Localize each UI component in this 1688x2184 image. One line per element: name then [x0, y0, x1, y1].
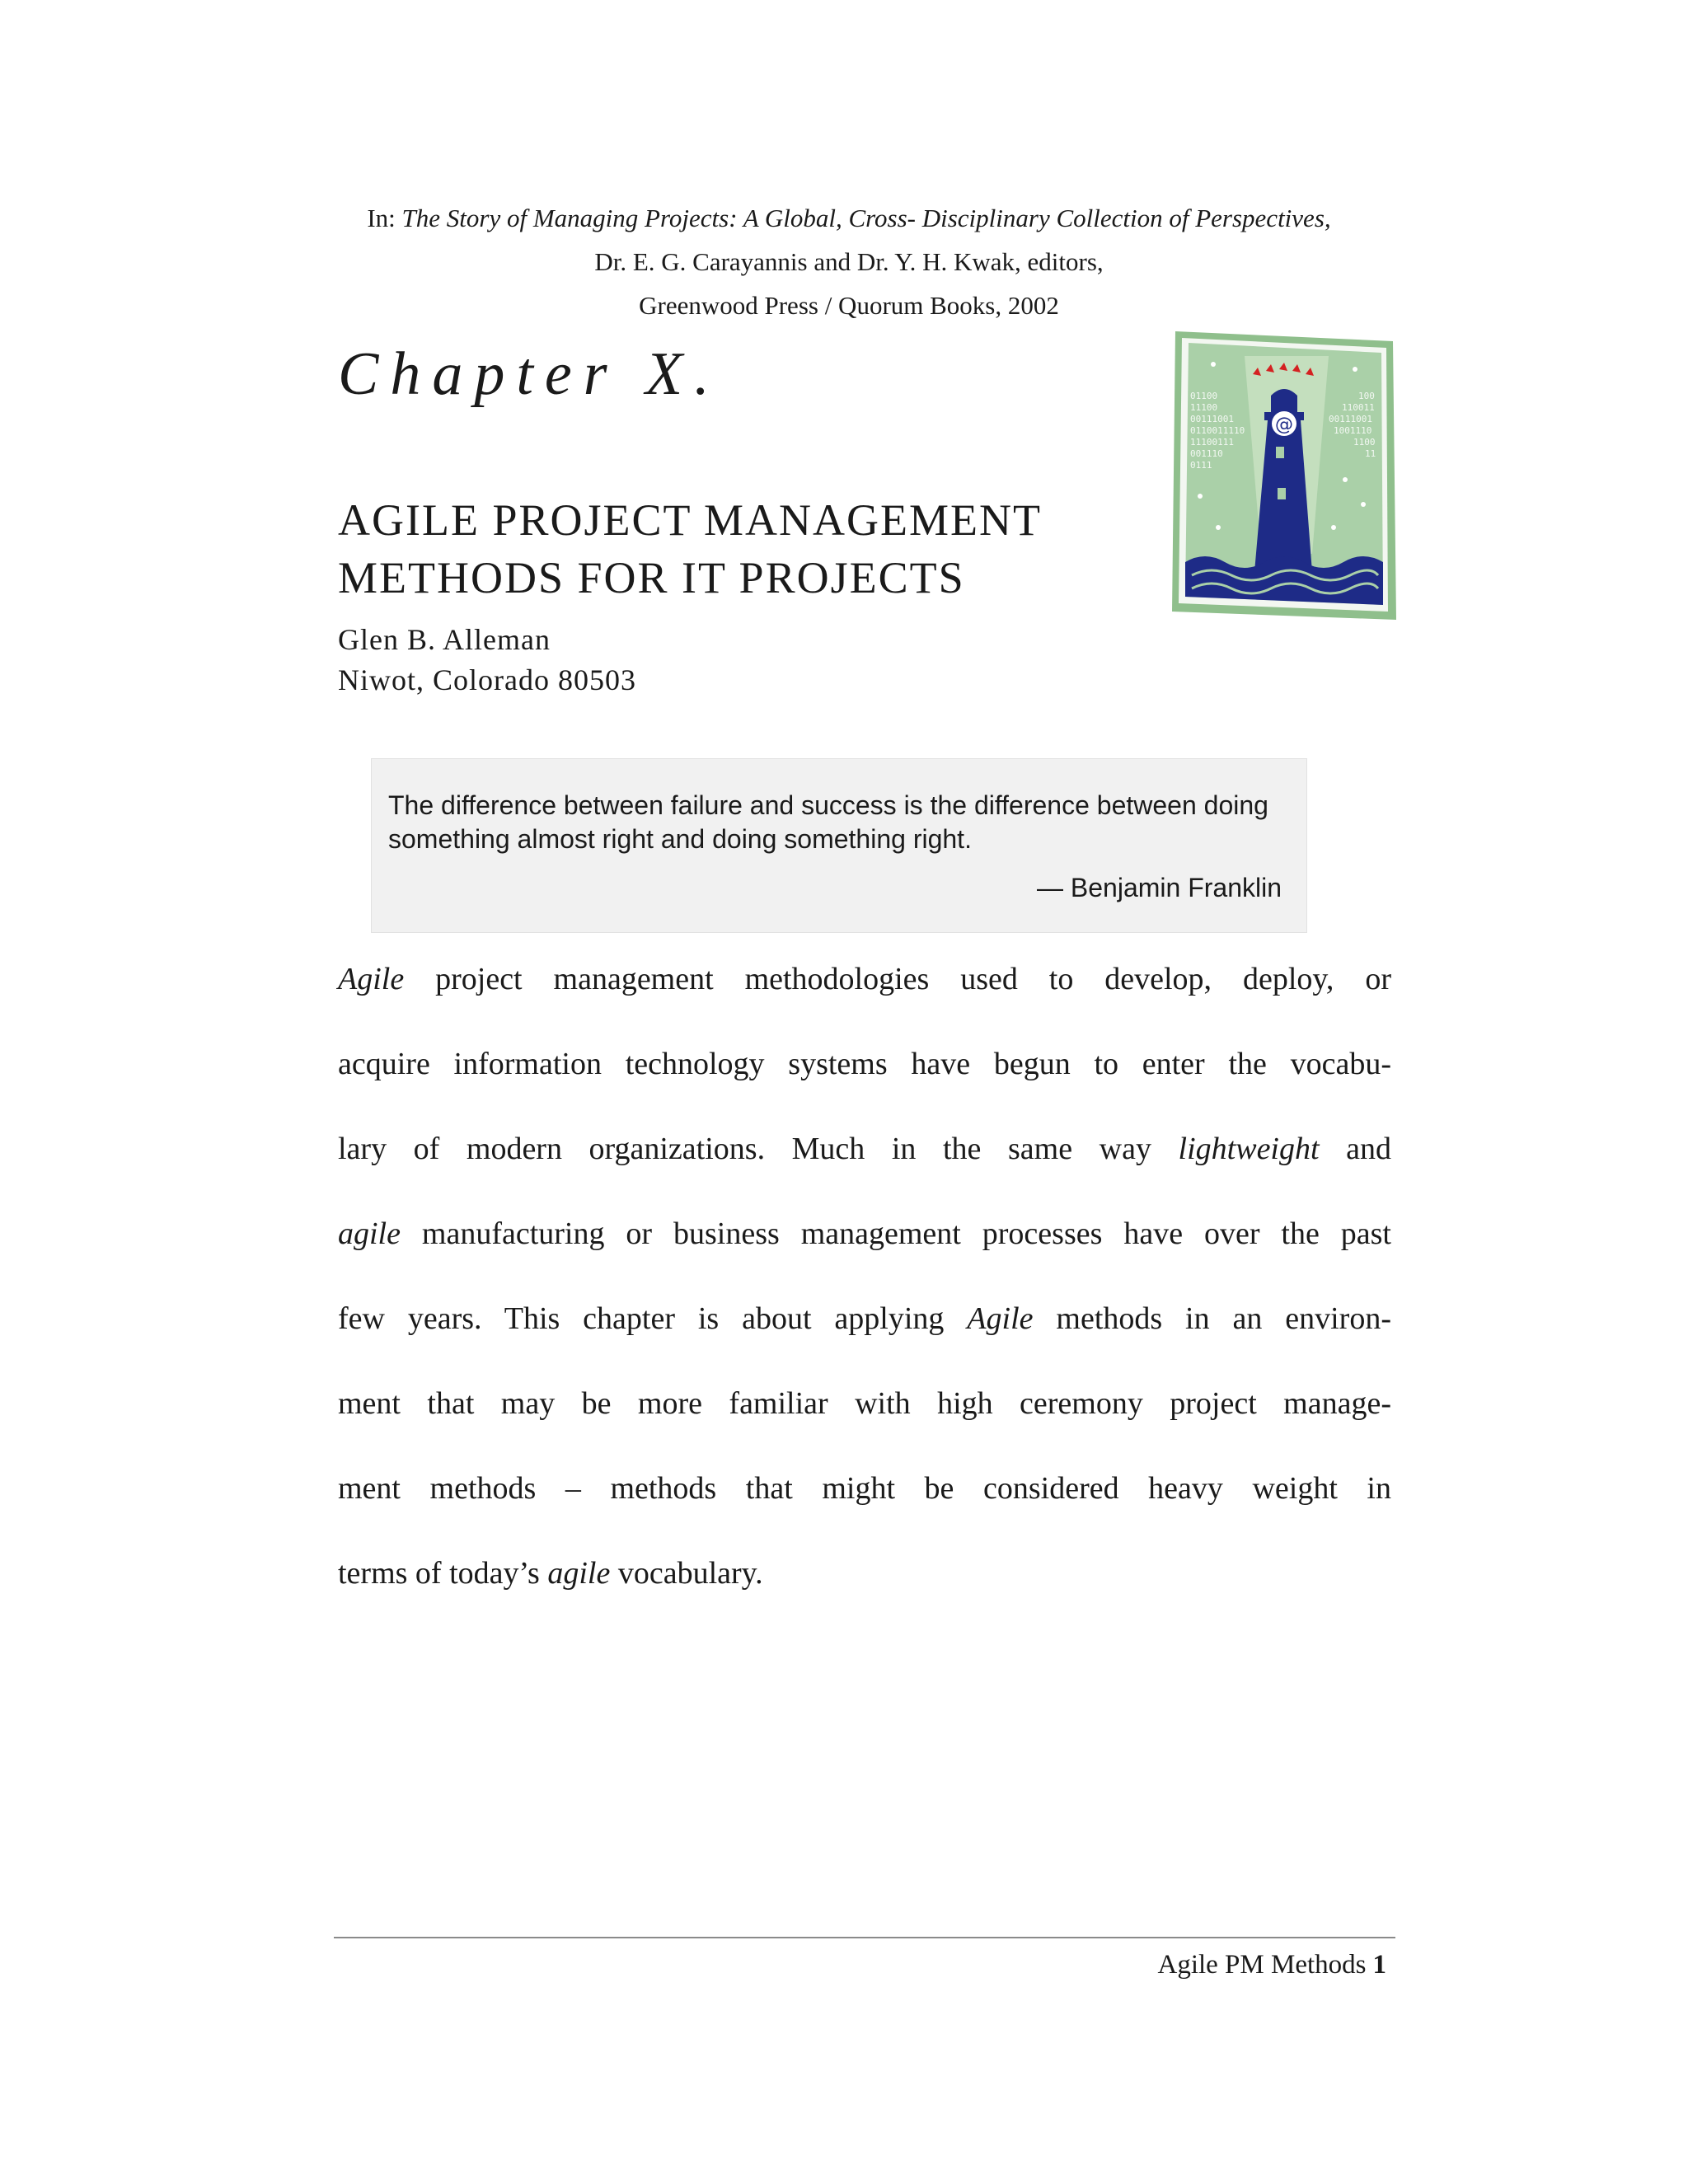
star-icon [1353, 367, 1357, 372]
body-text-run: and [1319, 1132, 1391, 1166]
body-line [338, 1126, 1391, 1211]
body-text-run: manufacturing or business management processes have over the past [400, 1216, 1391, 1251]
citation-block [247, 196, 1451, 327]
binary-row: 100 [1358, 391, 1375, 401]
star-icon [1216, 525, 1221, 530]
binary-row: 11100 [1190, 402, 1218, 413]
citation-book-line [247, 196, 1451, 240]
chapter-heading: Chapter X. [338, 340, 721, 408]
chapter-title-line-1: AGILE PROJECT MANAGEMENT [338, 495, 1042, 545]
footer-rule [334, 1937, 1395, 1938]
page-number: 1 [1372, 1950, 1386, 1980]
body-line: acquire information technology systems have begun to enter the vocabu- [338, 1047, 1391, 1081]
binary-row: 0110011110 [1190, 425, 1245, 436]
lighthouse-window [1276, 447, 1284, 458]
body-line [338, 956, 1391, 1041]
emphasis-text: Agile [967, 1301, 1034, 1336]
lighthouse-dome [1271, 389, 1297, 412]
body-line [338, 1550, 1391, 1635]
citation-book-title: The Story of Managing Projects: A Global, Cross- Disciplinary Collection of Perspectives, [401, 204, 1331, 232]
binary-row: 110011 [1342, 402, 1375, 413]
star-icon [1331, 525, 1336, 530]
body-text-run: few years. This chapter is about applying [338, 1301, 968, 1336]
citation-prefix: In: [367, 204, 402, 232]
binary-row: 001110 [1190, 448, 1223, 459]
lighthouse-window [1278, 488, 1286, 499]
epigraph-quote-text: The difference between failure and success is the difference between doing something almost right and doing something right. [388, 790, 1268, 854]
epigraph-attribution: — Benjamin Franklin [1037, 873, 1282, 902]
sea-water [1185, 556, 1383, 605]
binary-row: 00111001 [1329, 414, 1372, 424]
emphasis-text: agile [338, 1216, 401, 1251]
binary-row: 11100111 [1190, 437, 1234, 448]
binary-row: 00111001 [1190, 414, 1234, 424]
author-block [338, 620, 636, 701]
binary-row: 1100 [1353, 437, 1376, 448]
running-title: Agile PM Methods [1157, 1950, 1367, 1980]
star-icon [1211, 362, 1216, 367]
lighthouse-illustration [1172, 331, 1396, 620]
star-icon [1198, 494, 1203, 499]
body-paragraph [338, 956, 1391, 1635]
page-footer [1157, 1950, 1386, 1980]
body-text-run: terms of today’s [338, 1556, 548, 1591]
citation-editors: Dr. E. G. Carayannis and Dr. Y. H. Kwak, editors, [594, 247, 1104, 276]
binary-row: 11 [1365, 448, 1376, 459]
author-location: Niwot, Colorado 80503 [338, 663, 636, 696]
emphasis-text: lightweight [1178, 1132, 1320, 1166]
body-text-run: methods in an environ- [1033, 1301, 1391, 1336]
chapter-title-line-2: METHODS FOR IT PROJECTS [338, 553, 965, 602]
binary-row: 1001110 [1334, 425, 1372, 436]
body-text-run: lary of modern organizations. Much in the same way [338, 1132, 1179, 1166]
emphasis-text: agile [547, 1556, 611, 1591]
chapter-title [338, 491, 1042, 607]
epigraph-quote-box [371, 758, 1307, 933]
body-line [338, 1296, 1391, 1380]
body-text-run: project management methodologies used to develop, deploy, or [404, 962, 1391, 996]
citation-publisher: Greenwood Press / Quorum Books, 2002 [639, 291, 1059, 320]
author-name: Glen B. Alleman [338, 623, 551, 656]
binary-row: 0111 [1190, 460, 1212, 471]
emphasis-text: Agile [338, 962, 405, 996]
star-icon [1343, 477, 1348, 482]
binary-row: 01100 [1190, 391, 1218, 401]
body-text-run: vocabulary. [610, 1556, 763, 1591]
at-symbol: @ [1275, 415, 1293, 435]
body-line [338, 1211, 1391, 1296]
star-icon [1361, 502, 1366, 507]
body-line: ment that may be more familiar with high ceremony project manage- [338, 1386, 1391, 1421]
body-line: ment methods – methods that might be considered heavy weight in [338, 1471, 1391, 1506]
